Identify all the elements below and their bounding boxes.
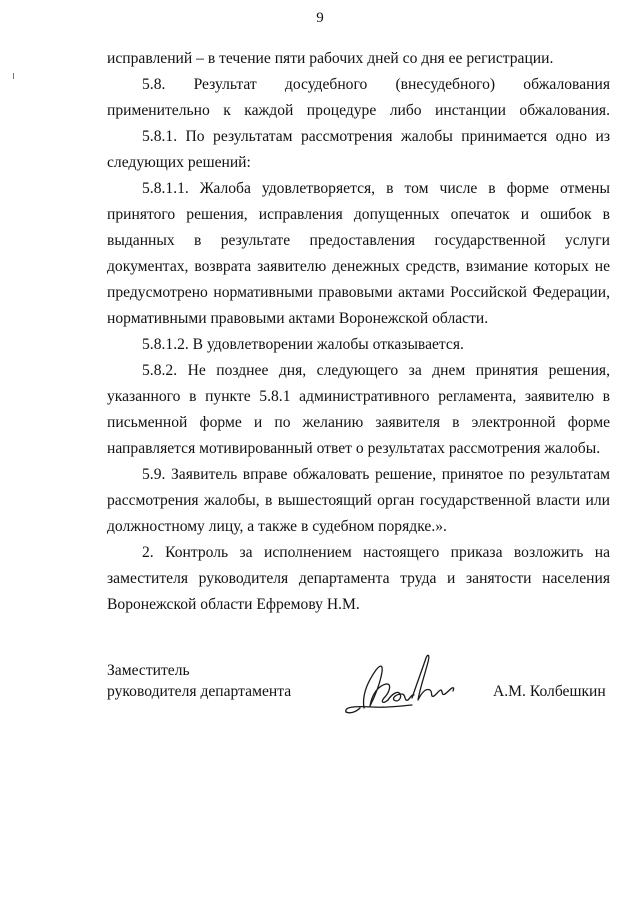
paragraph-2-control: 2. Контроль за исполнением настоящего приказа возложить на заместителя руководителя департамента труда и занятости населения Воронежской области Ефремову Н.М.	[107, 544, 610, 613]
document-body	[107, 46, 610, 618]
paragraph-5-8-1: 5.8.1. По результатам рассмотрения жалобы принимается одно из следующих решений:	[107, 128, 610, 171]
paragraph-5-9: 5.9. Заявитель вправе обжаловать решение, принятое по результатам рассмотрения жалобы, в вышестоящий орган государственной власти или должностному лицу, а также в судебном порядке.».	[107, 466, 610, 535]
position-line-2: руководителя департамента	[107, 683, 292, 700]
paragraph-5-8-2: 5.8.2. Не позднее дня, следующего за днем принятия решения, указанного в пункте 5.8.1 административного регламента, заявителю в письменной форме и по желанию заявителя в электронной форме направляется мотивированный ответ о результатах рассмотрения жалобы.	[107, 362, 610, 457]
page-number: 9	[316, 10, 324, 26]
paragraph-continuation: исправлений – в течение пяти рабочих дней со дня ее регистрации.	[107, 50, 554, 67]
signatory-position	[107, 660, 291, 702]
paragraph-5-8-1-1: 5.8.1.1. Жалоба удовлетворяется, в том числе в форме отмены принятого решения, исправления допущенных опечаток и ошибок в выданных в результате предоставления государственной услуги документах, возврата заявителю денежных средств, взимание которых не предусмотрено нормативными правовыми актами Российской Федерации, нормативными правовыми актами Воронежской области.	[107, 180, 610, 327]
handwritten-signature	[342, 648, 457, 718]
paragraph-5-8: 5.8. Результат досудебного (внесудебного) обжалования применительно к каждой процедуре либо инстанции обжалования.	[107, 76, 610, 119]
signatory-name: А.М. Колбешкин	[493, 683, 606, 700]
paragraph-5-8-1-2: 5.8.1.2. В удовлетворении жалобы отказывается.	[142, 336, 464, 353]
position-line-1: Заместитель	[107, 662, 190, 679]
margin-mark	[13, 73, 14, 79]
